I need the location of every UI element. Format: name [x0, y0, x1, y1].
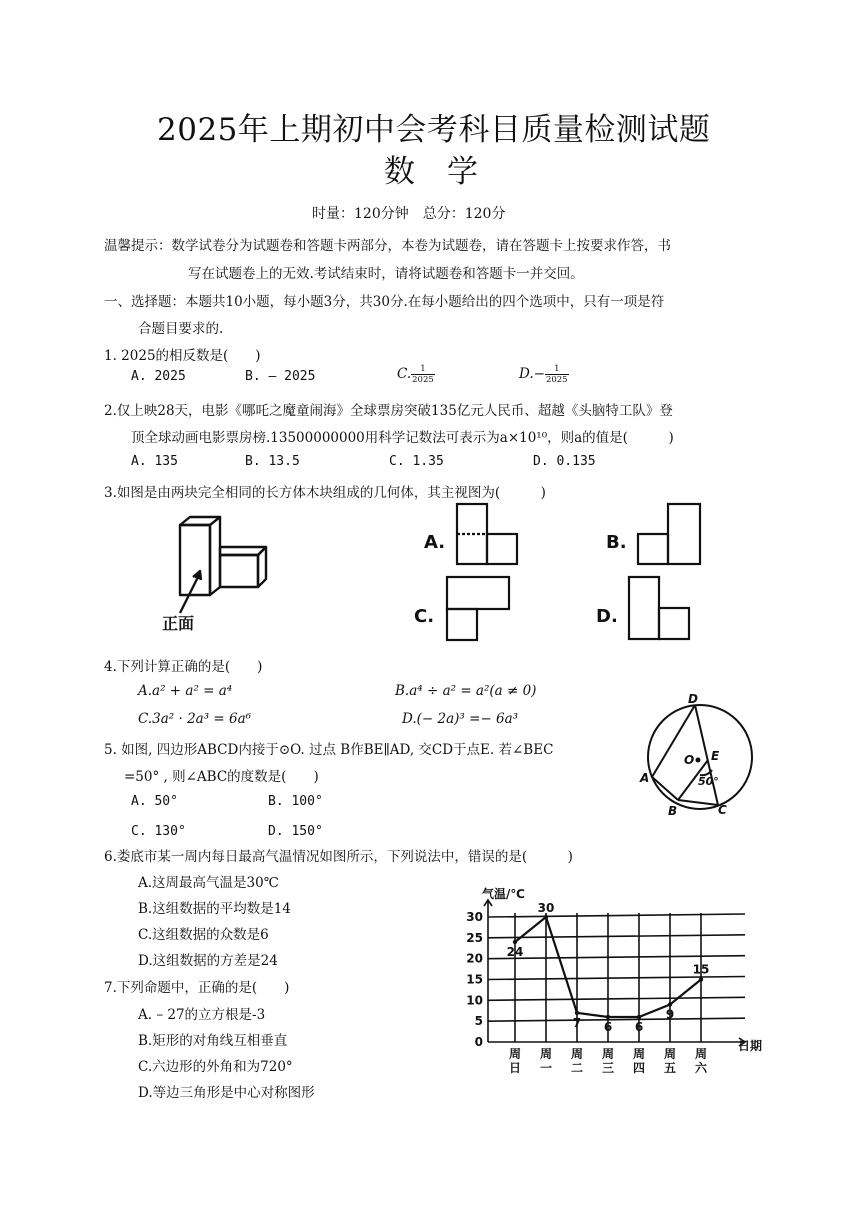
question-1-option-c: [397, 364, 435, 385]
chart-data-label: 24: [506, 945, 524, 959]
question-5-line-2: =50° , 则∠ABC的度数是( ): [124, 769, 319, 785]
question-2-option-c: C. 1.35: [389, 454, 444, 469]
question-6-option-b: B.这组数据的平均数是14: [138, 901, 291, 917]
question-1-option-d-fraction: [545, 364, 569, 385]
question-4-stem: 4.下列计算正确的是( ): [104, 659, 263, 675]
chart-x-tick-label: 周: [539, 1047, 553, 1061]
point-label-b: B: [668, 804, 678, 818]
chart-x-tick-label: 周: [570, 1047, 584, 1061]
time-info: 时量：120分钟 总分：120分: [312, 206, 506, 222]
chart-gridline-h: [488, 977, 745, 980]
section-heading-line-2: 合题目要求的.: [138, 321, 224, 337]
question-1-option-d-prefix: D.−: [519, 366, 545, 382]
option-a-label: A.: [424, 532, 446, 553]
chart-y-tick-label: 0: [474, 1035, 483, 1049]
chart-x-tick-label: 六: [694, 1061, 708, 1075]
option-c-label: C.: [414, 606, 435, 627]
chart-gridline-h: [488, 935, 745, 938]
question-6-option-d: D.这组数据的方差是24: [138, 953, 278, 969]
chart-y-tick-label: 25: [466, 930, 483, 945]
chart-x-tick-label: 五: [663, 1061, 677, 1075]
fraction-numerator: 1: [411, 364, 435, 375]
chart-y-tick-label: 15: [466, 972, 483, 987]
fraction-denominator: 2025: [412, 375, 434, 385]
question-2-option-a: A. 135: [131, 454, 178, 469]
chart-data-label: 30: [537, 901, 555, 915]
fraction-numerator: 1: [545, 364, 569, 375]
chart-data-point: [606, 1015, 610, 1019]
chart-gridline-h: [488, 1018, 745, 1021]
question-1-stem: 1. 2025的相反数是( ): [104, 348, 261, 364]
question-5-option-c: C. 130°: [131, 824, 186, 839]
question-4-option-a: A.a² + a² = a⁴: [138, 683, 233, 699]
notice-line-2: 写在试题卷上的无效.考试结束时，请将试题卷和答题卡一并交回。: [188, 266, 584, 282]
chart-data-label: 15: [692, 962, 710, 977]
question-3-option-b-figure: [604, 500, 714, 570]
chart-data-label: 9: [665, 1007, 675, 1022]
point-label-d: D: [688, 692, 698, 706]
question-6-stem: 6.娄底市某一周内每日最高气温情况如图所示，下列说法中，错误的是( ): [104, 849, 573, 865]
question-7-option-c: C.六边形的外角和为720°: [138, 1059, 293, 1075]
question-7-stem: 7.下列命题中，正确的是( ): [104, 980, 290, 996]
chart-gridline-h: [488, 956, 745, 959]
subject-title: 数 学: [384, 154, 479, 190]
chart-data-point: [699, 977, 703, 981]
chart-x-tick-label: 周: [601, 1047, 615, 1061]
center-point: [696, 758, 701, 763]
chart-y-tick-label: 5: [474, 1014, 483, 1029]
chart-data-point: [575, 1011, 579, 1015]
chart-x-tick-label: 二: [570, 1061, 584, 1075]
question-1-option-b: B. – 2025: [245, 369, 316, 384]
question-5-line-1: 5. 如图, 四边形ABCD内接于⊙O. 过点 B作BE∥AD, 交CD于点E. 若∠BEC: [104, 742, 554, 758]
point-label-c: C: [718, 803, 727, 817]
question-5-circle-figure: [638, 690, 758, 820]
question-2-option-d: D. 0.135: [533, 454, 596, 469]
question-7-option-d: D.等边三角形是中心对称图形: [138, 1085, 315, 1101]
chart-data-label: 7: [572, 1015, 582, 1030]
question-3-stem: 3.如图是由两块完全相同的长方体木块组成的几何体，其主视图为( ): [104, 485, 546, 501]
chart-data-point: [513, 940, 517, 944]
fraction-denominator: 2025: [545, 375, 568, 385]
question-1-option-d: [519, 364, 569, 385]
point-label-a: A: [640, 771, 650, 785]
front-face-label: 正面: [162, 614, 195, 633]
chart-y-tick-label: 10: [466, 993, 483, 1008]
chart-y-tick-label: 20: [466, 951, 483, 966]
chart-x-tick-label: 四: [632, 1061, 646, 1075]
chart-data-point: [637, 1015, 641, 1019]
chart-gridline-h: [488, 914, 745, 917]
question-5-option-b: B. 100°: [268, 794, 323, 809]
chart-x-tick-label: 三: [601, 1061, 615, 1075]
angle-label: 50°: [698, 775, 719, 788]
chart-x-tick-label: 一: [539, 1061, 553, 1075]
question-1-option-c-prefix: C.: [397, 366, 412, 382]
chart-x-tick-label: 周: [663, 1047, 677, 1061]
question-5-option-d: D. 150°: [268, 824, 323, 839]
section-heading-line-1: 一、选择题：本题共10小题，每小题3分，共30分.在每小题给出的四个选项中，只有一项是符: [104, 294, 665, 310]
chart-x-tick-label: 周: [508, 1047, 522, 1061]
question-3-option-c-figure: [412, 572, 522, 644]
chart-x-tick-label: 周: [694, 1047, 708, 1061]
option-b-label: B.: [606, 532, 627, 553]
point-label-e: E: [711, 749, 720, 763]
chart-data-label: 6: [603, 1020, 613, 1034]
temperature-line-chart: [460, 882, 780, 1082]
question-1-option-c-fraction: [411, 364, 435, 385]
chart-y-tick-label: 30: [466, 910, 483, 924]
option-d-label: D.: [596, 606, 618, 627]
question-3-solid-figure: [150, 505, 290, 635]
question-2-line-2: 顶全球动画电影票房榜.13500000000用科学记数法可表示为a×10¹⁰，则a的值是( ): [131, 430, 674, 446]
question-4-option-b: B.a⁴ ÷ a² = a²(a ≠ 0): [395, 683, 537, 699]
question-3-option-a-figure: [420, 500, 530, 570]
chart-gridline-h: [488, 997, 745, 1000]
chart-x-tick-label: 周: [632, 1047, 646, 1061]
question-3-option-d-figure: [594, 572, 704, 644]
notice-line-1: 温馨提示：数学试卷分为试题卷和答题卡两部分，本卷为试题卷，请在答题卡上按要求作答，书: [104, 238, 671, 254]
chart-data-label: 6: [634, 1020, 644, 1034]
question-6-option-a: A.这周最高气温是30℃: [138, 875, 279, 891]
question-7-option-a: A. – 27的立方根是-3: [138, 1007, 266, 1023]
question-6-option-c: C.这组数据的众数是6: [138, 927, 269, 943]
chart-data-point: [544, 915, 548, 919]
chart-y-axis-label: 气温/℃: [482, 887, 525, 901]
chart-x-axis-label: 日期: [738, 1039, 763, 1053]
question-4-option-d: D.(− 2a)³ =− 6a³: [402, 711, 519, 727]
chart-x-tick-label: 日: [508, 1061, 522, 1075]
question-5-option-a: A. 50°: [131, 794, 178, 809]
question-4-option-c: C.3a² · 2a³ = 6a⁶: [138, 711, 252, 727]
question-1-option-a: A. 2025: [131, 369, 186, 384]
exam-title: 2025年上期初中会考科目质量检测试题: [157, 112, 711, 148]
question-2-line-1: 2.仅上映28天，电影《哪吒之魔童闹海》全球票房突破135亿元人民币、超越《头脑特工队》登: [104, 403, 673, 419]
question-7-option-b: B.矩形的对角线互相垂直: [138, 1033, 288, 1049]
chart-data-point: [668, 1002, 672, 1006]
point-label-o: O: [684, 753, 695, 767]
question-2-option-b: B. 13.5: [245, 454, 300, 469]
